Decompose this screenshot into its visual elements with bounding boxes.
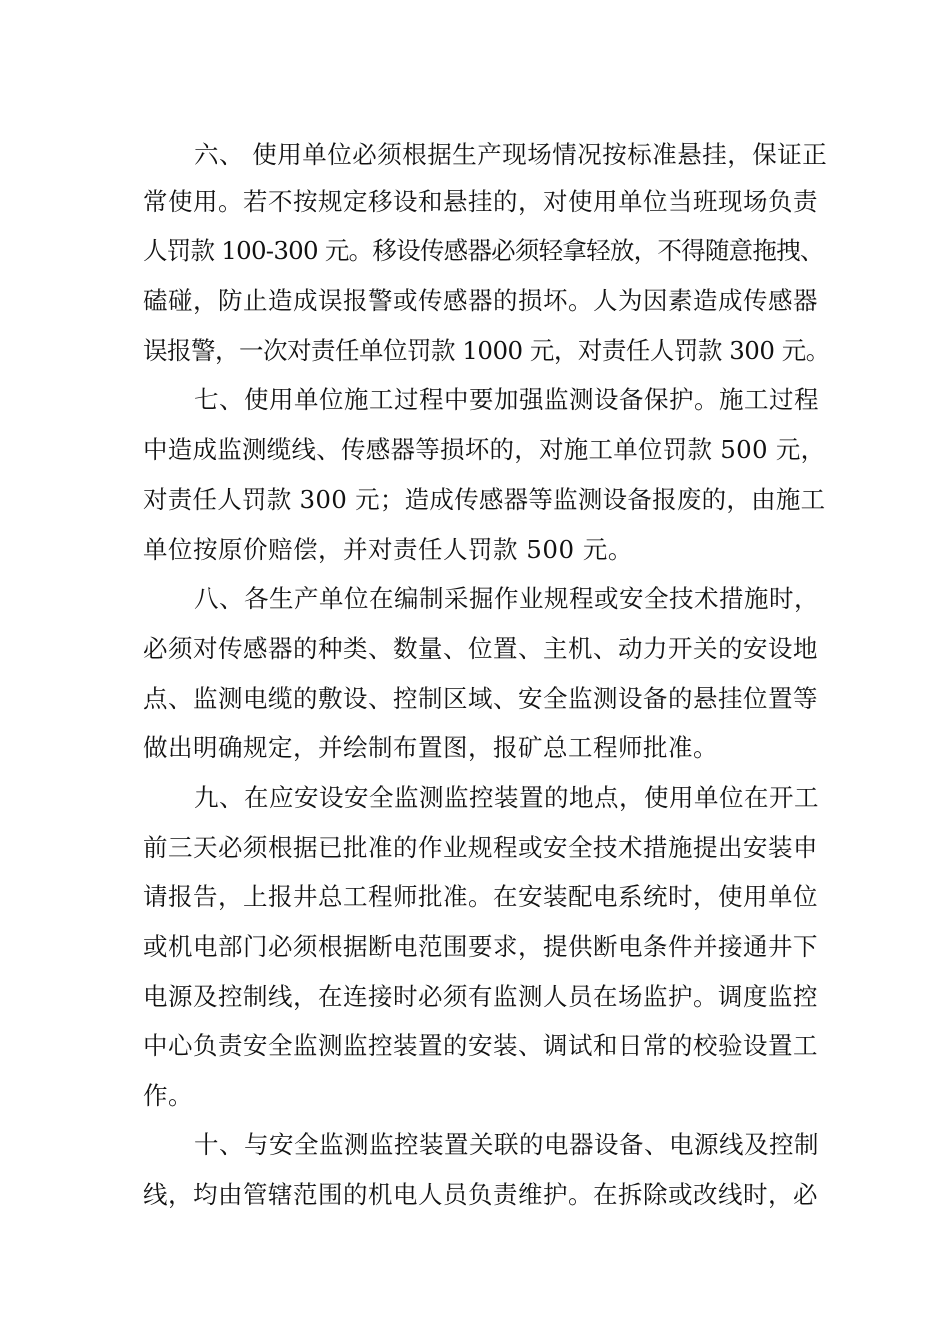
paragraph-6-line-4: 磕碰，防止造成误报警或传感器的损坏。人为因素造成传感器 xyxy=(143,286,818,315)
paragraph-7-line-1: 七、使用单位施工过程中要加强监测设备保护。施工过程 xyxy=(194,385,819,414)
paragraph-8-line-2: 必须对传感器的种类、数量、位置、主机、动力开关的安设地 xyxy=(143,634,818,663)
paragraph-6-line-5: 误报警，一次对责任单位罚款 1000 元，对责任人罚款 300 元。 xyxy=(143,336,830,365)
paragraph-9-line-4: 或机电部门必须根据断电范围要求，提供断电条件并接通井下 xyxy=(143,932,818,961)
paragraph-6-line-3: 人罚款 100-300 元。移设传感器必须轻拿轻放，不得随意拖拽、 xyxy=(143,236,824,265)
paragraph-9-line-2: 前三天必须根据已批准的作业规程或安全技术措施提出安装申 xyxy=(143,833,818,862)
paragraph-7-line-3: 对责任人罚款 300 元；造成传感器等监测设备报废的，由施工 xyxy=(143,485,826,514)
paragraph-9-line-3: 请报告，上报井总工程师批准。在安装配电系统时，使用单位 xyxy=(143,882,818,911)
paragraph-9-line-6: 中心负责安全监测监控装置的安装、调试和日常的校验设置工 xyxy=(143,1031,818,1060)
paragraph-8-line-3: 点、监测电缆的敷设、控制区域、安全监测设备的悬挂位置等 xyxy=(143,684,818,713)
paragraph-6-line-2: 常使用。若不按规定移设和悬挂的，对使用单位当班现场负责 xyxy=(143,187,818,216)
paragraph-8-line-1: 八、各生产单位在编制采掘作业规程或安全技术措施时， xyxy=(194,584,819,613)
paragraph-9-line-5: 电源及控制线，在连接时必须有监测人员在场监护。调度监控 xyxy=(143,982,818,1011)
paragraph-9-line-7: 作。 xyxy=(143,1081,193,1110)
paragraph-10-line-2: 线，均由管辖范围的机电人员负责维护。在拆除或改线时，必 xyxy=(143,1180,818,1209)
paragraph-8-line-4: 做出明确规定，并绘制布置图，报矿总工程师批准。 xyxy=(143,733,718,762)
paragraph-7-line-4: 单位按原价赔偿，并对责任人罚款 500 元。 xyxy=(143,535,633,564)
paragraph-7-line-2: 中造成监测缆线、传感器等损坏的，对施工单位罚款 500 元， xyxy=(143,435,826,464)
paragraph-10-line-1: 十、与安全监测监控装置关联的电器设备、电源线及控制 xyxy=(194,1130,819,1159)
paragraph-9-line-1: 九、在应安设安全监测监控装置的地点，使用单位在开工 xyxy=(194,783,819,812)
paragraph-6-line-1: 六、 使用单位必须根据生产现场情况按标准悬挂，保证正 xyxy=(194,140,828,169)
